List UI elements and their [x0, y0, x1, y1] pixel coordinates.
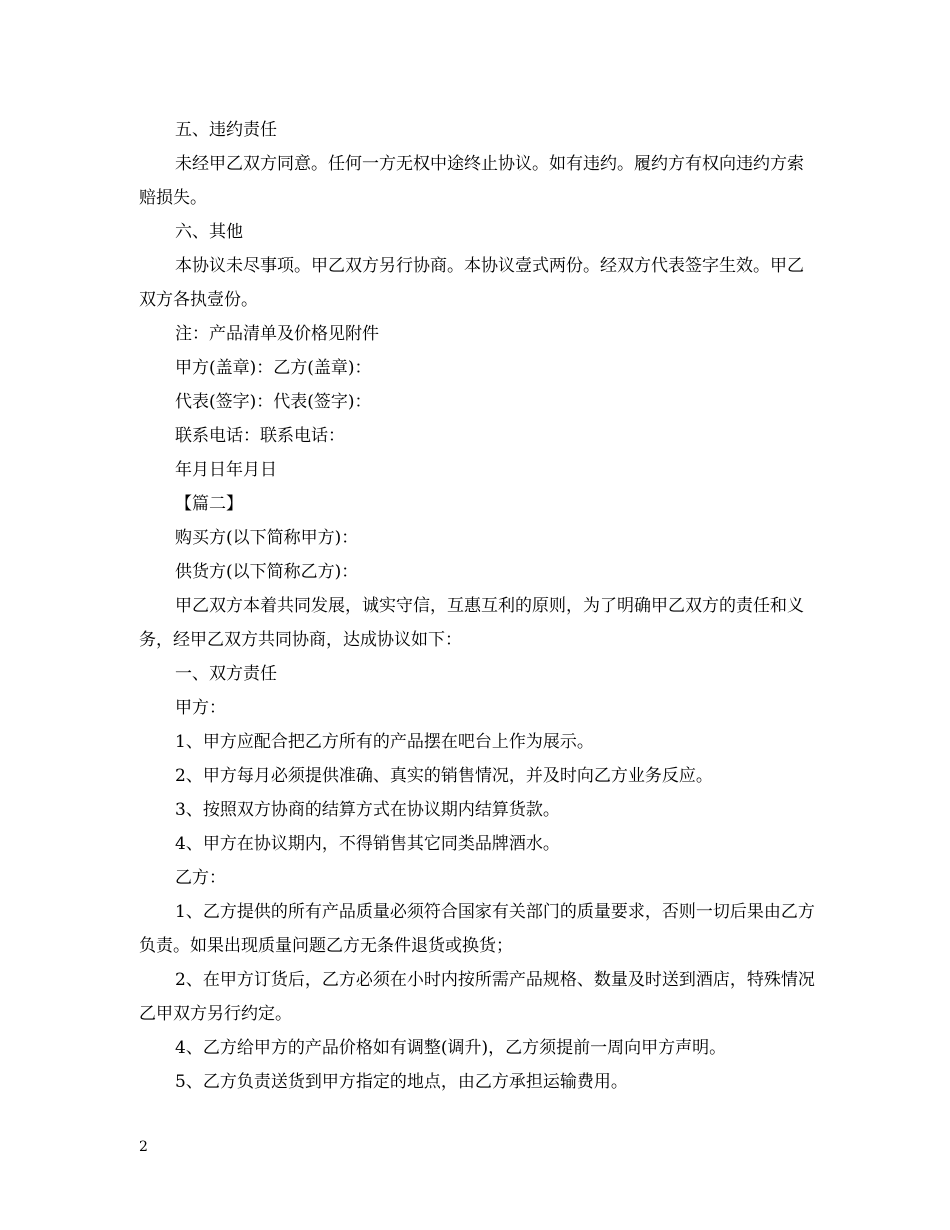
clause-item: 1、甲方应配合把乙方所有的产品摆在吧台上作为展示。: [175, 732, 594, 752]
part-heading: 【篇二】: [175, 494, 243, 514]
section-heading: 六、其他: [175, 222, 243, 242]
clause-item: 4、甲方在协议期内，不得销售其它同类品牌酒水。: [175, 834, 560, 854]
signature-line: 甲方(盖章)：乙方(盖章)：: [175, 358, 372, 378]
clause-item: 2、甲方每月必须提供准确、真实的销售情况，并及时向乙方业务反应。: [175, 766, 713, 786]
clause-item: 2、在甲方订货后，乙方必须在小时内按所需产品规格、数量及时送到酒店，特殊情况乙甲双方另行约定。: [139, 970, 815, 1024]
clause-item: 1、乙方提供的所有产品质量必须符合国家有关部门的质量要求，否则一切后果由乙方负责。如果出现质量问题乙方无条件退货或换货；: [139, 902, 815, 956]
section-heading: 五、违约责任: [175, 120, 277, 140]
body-paragraph: 本协议未尽事项。甲乙双方另行协商。本协议壹式两份。经双方代表签字生效。甲乙双方各执壹份。: [139, 256, 804, 310]
clause-item: 4、乙方给甲方的产品价格如有调整(调升)，乙方须提前一周向甲方声明。: [175, 1038, 727, 1058]
party-label: 乙方：: [175, 868, 226, 888]
party-line: 购买方(以下简称甲方)：: [175, 528, 359, 548]
party-line: 供货方(以下简称乙方)：: [175, 562, 359, 582]
signature-line: 代表(签字)：代表(签字)：: [175, 392, 372, 412]
party-label: 甲方：: [175, 698, 226, 718]
clause-item: 3、按照双方协商的结算方式在协议期内结算货款。: [175, 800, 560, 820]
date-line: 年月日年月日: [175, 460, 277, 480]
document-body: [139, 113, 819, 1099]
page-number: 2: [139, 1139, 148, 1155]
body-paragraph: 甲乙双方本着共同发展，诚实守信，互惠互利的原则，为了明确甲乙双方的责任和义务，经甲乙双方共同协商，达成协议如下：: [139, 596, 804, 650]
contact-line: 联系电话：联系电话：: [175, 426, 345, 446]
clause-item: 5、乙方负责送货到甲方指定的地点，由乙方承担运输费用。: [175, 1072, 628, 1092]
note-line: 注：产品清单及价格见附件: [175, 324, 379, 344]
body-paragraph: 未经甲乙双方同意。任何一方无权中途终止协议。如有违约。履约方有权向违约方索赔损失。: [139, 154, 804, 208]
section-heading: 一、双方责任: [175, 664, 277, 684]
